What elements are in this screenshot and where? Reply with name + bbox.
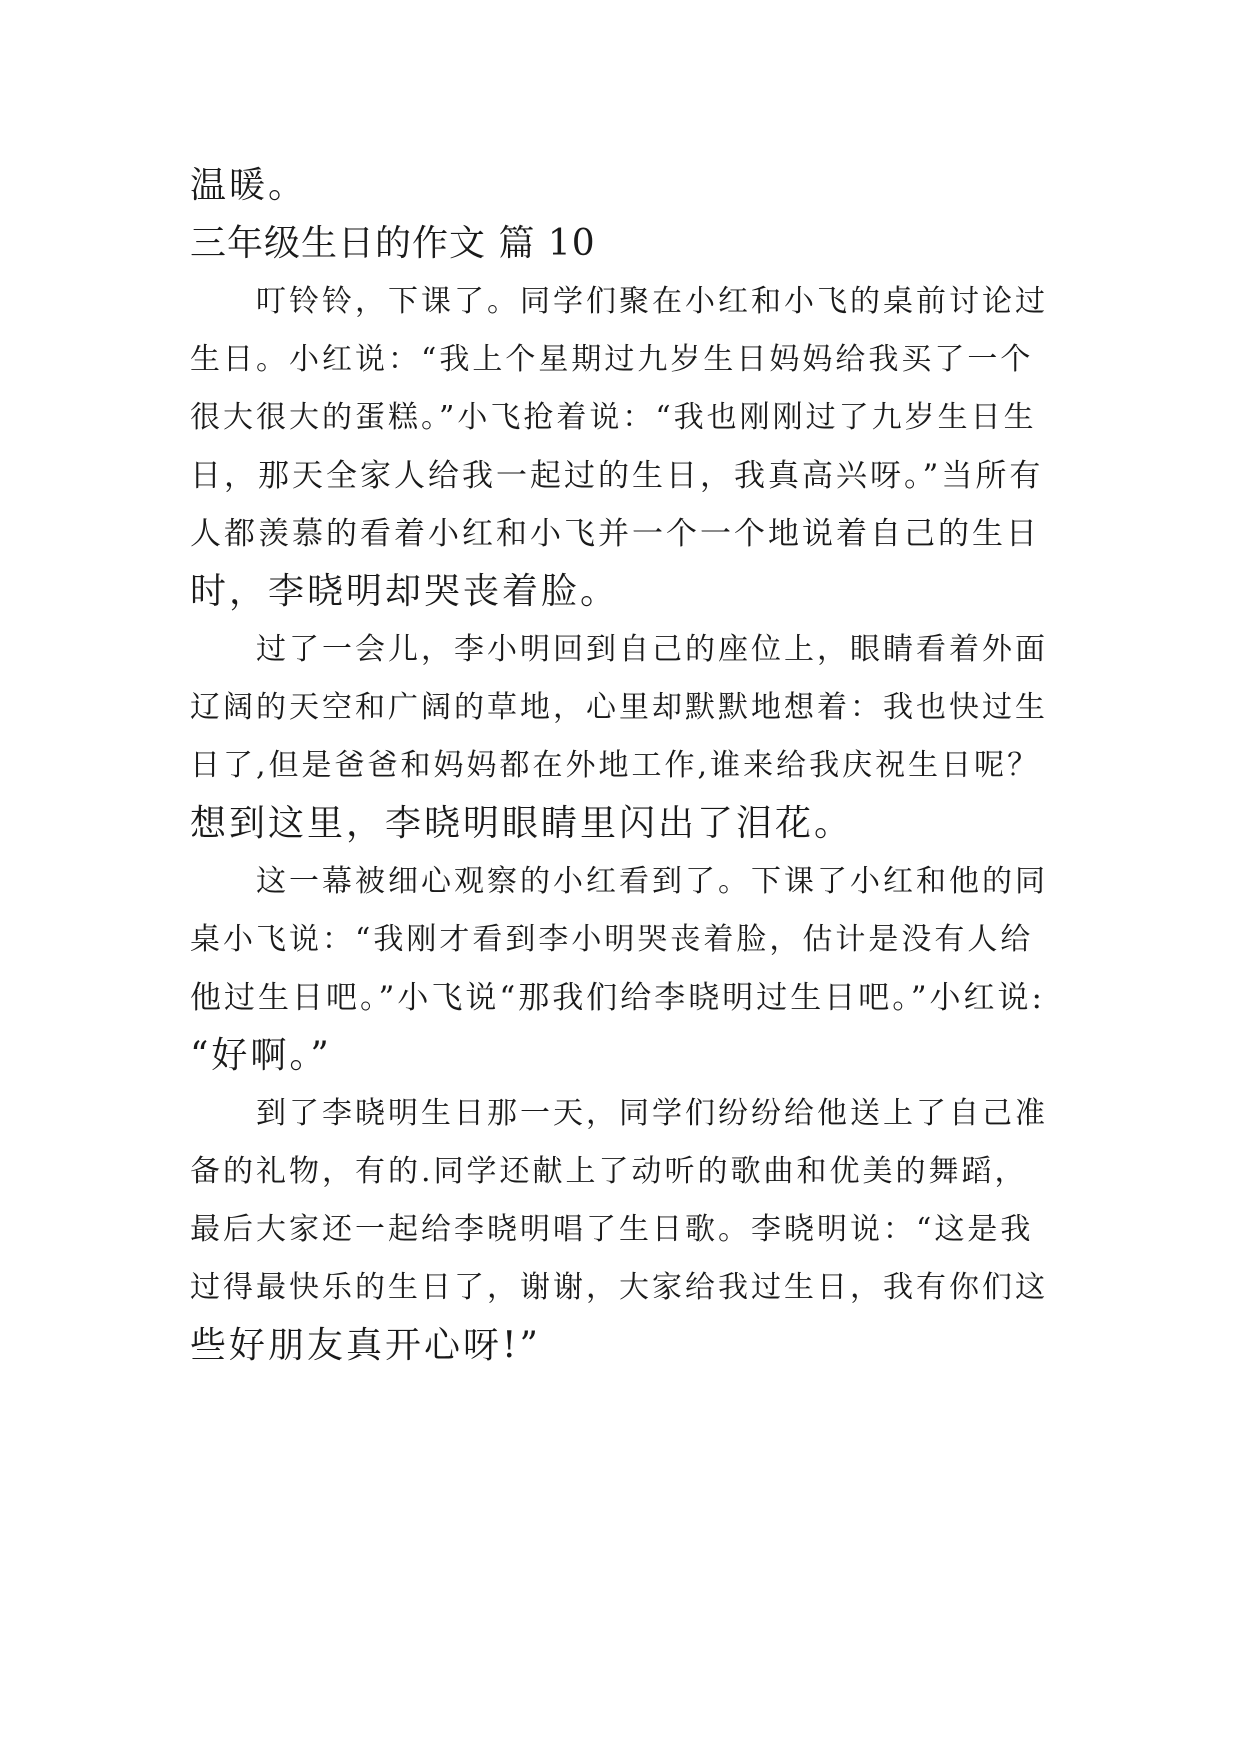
paragraph-3-line-2: 桌小飞说：“我刚才看到李小明哭丧着脸，估计是没有人给 — [190, 922, 1034, 957]
paragraph-2-line-3: 日了,但是爸爸和妈妈都在外地工作,谁来给我庆祝生日呢？ — [190, 748, 1041, 783]
text-line-1: 温暖。 — [190, 165, 308, 206]
paragraph-2-line-1: 过了一会儿，李小明回到自己的座位上，眼睛看着外面 — [256, 632, 1048, 667]
paragraph-4-line-4: 过得最快乐的生日了，谢谢，大家给我过生日，我有你们这 — [190, 1270, 1048, 1305]
paragraph-4-line-2: 备的礼物，有的.同学还献上了动听的歌曲和优美的舞蹈， — [190, 1154, 1028, 1189]
paragraph-3-line-3: 他过生日吧。”小飞说“那我们给李晓明过生日吧。”小红说: — [190, 980, 1045, 1016]
section-title: 三年级生日的作文 篇 10 — [190, 223, 596, 264]
paragraph-1-line-5: 人都羡慕的看着小红和小飞并一个一个地说着自己的生日 — [190, 516, 1040, 552]
paragraph-1-line-1: 叮铃铃，下课了。同学们聚在小红和小飞的桌前讨论过 — [256, 284, 1048, 319]
paragraph-4-line-1: 到了李晓明生日那一天，同学们纷纷给他送上了自己准 — [256, 1096, 1048, 1131]
paragraph-4-line-5: 些好朋友真开心呀!” — [190, 1325, 541, 1366]
paragraph-3-line-4: “好啊。” — [190, 1035, 332, 1076]
paragraph-2-line-2: 辽阔的天空和广阔的草地，心里却默默地想着：我也快过生 — [190, 690, 1048, 725]
paragraph-1-line-2: 生日。小红说：“我上个星期过九岁生日妈妈给我买了一个 — [190, 342, 1034, 377]
paragraph-1-line-4: 日，那天全家人给我一起过的生日，我真高兴呀。”当所有 — [190, 458, 1044, 494]
paragraph-2-line-4: 想到这里，李晓明眼睛里闪出了泪花。 — [190, 803, 854, 844]
paragraph-1-line-3: 很大很大的蛋糕。”小飞抢着说：“我也刚刚过了九岁生日生 — [190, 400, 1037, 435]
paragraph-4-line-3: 最后大家还一起给李晓明唱了生日歌。李晓明说：“这是我 — [190, 1212, 1034, 1247]
paragraph-3-line-1: 这一幕被细心观察的小红看到了。下课了小红和他的同 — [256, 864, 1048, 899]
paragraph-1-line-6: 时，李晓明却哭丧着脸。 — [190, 571, 620, 612]
